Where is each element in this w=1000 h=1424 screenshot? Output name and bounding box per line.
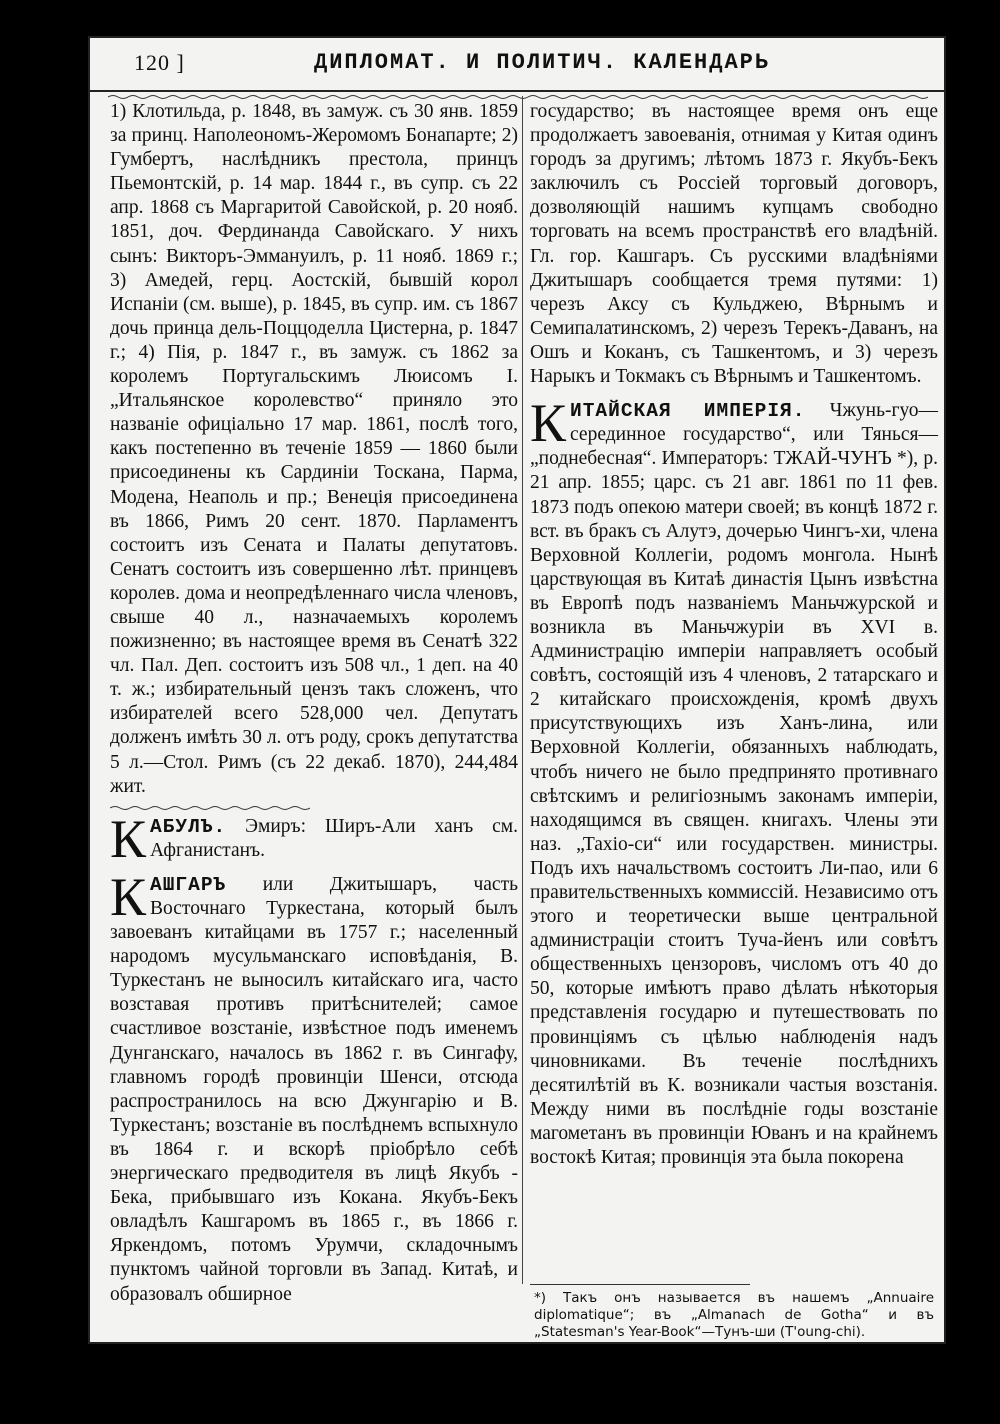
- page-header: [90, 38, 944, 92]
- kashgar-entry: [110, 866, 518, 1307]
- kashgar-text: или Джитышаръ, часть Восточнаго Туркестана, который былъ завоеванъ китайцами въ 1757 г.; населенный народомъ мусульманскаго исповѣданія, В. Туркестанъ не выносилъ китайскаго ига, часто возставая противъ притѣснителей; самое счастливое возстаніе, извѣстное подъ именемъ Дунганскаго, началось въ 1862 г. въ Сингафу, главномъ городѣ провинціи Шенси, отсюда распространилось на всю Джунгарію и В. Туркестанъ; возстаніе въ послѣднемъ вспыхнуло въ 1864 г. и вскорѣ пріобрѣло себѣ энергическаго предводителя въ лицѣ Якубъ - Бека, прибывшаго изъ Кокана. Якубъ-Бекъ овладѣлъ Кашгаромъ въ 1865 г., въ 1866 г. Яркендомъ, потомъ Урумчи, складочнымъ пунктомъ чайной торговли въ Запад. Китаѣ, и образовалъ обширное: [110, 873, 518, 1305]
- kabul-heading: АБУЛЪ.: [150, 815, 227, 838]
- left-column: [110, 100, 518, 1313]
- kabul-entry: [110, 808, 518, 869]
- italy-continuation-paragraph: 1) Клотильда, р. 1848, въ замуж. съ 30 янв. 1859 за принц. Наполеономъ-Жеромомъ Бонапарте; 2) Гумбертъ, наслѣдникъ престола, принцъ Пьемонтскій, р. 14 мар. 1844 г., въ супр. съ 22 апр. 1868 съ Маргаритой Савойской, р. 20 нояб. 1851, доч. Фердинанда Савойскаго. У нихъ сынъ: Викторъ-Эммануилъ, р. 11 нояб. 1869 г.; 3) Амедей, герц. Аостскій, бывшій корол Испаніи (см. выше), р. 1845, въ супр. им. съ 1867 дочь принца дель-Поццоделла Цистерна, р. 1847 г.; 4) Пія, р. 1847 г., въ замуж. съ 1862 за королемъ Португальскимъ Люисомъ I. „Итальянское королевство“ приняло это названіе офиціально 17 мар. 1861, послѣ того, какъ постепенно въ теченіе 1859 — 1860 были присоединены къ Сардиніи Тоскана, Парма, Модена, Неаполь и пр.; Венеція присоединена въ 1866, Римъ 20 сент. 1870. Парламентъ состоитъ изъ Сената и Палаты депутатовъ. Сенатъ состоитъ изъ совершенно лѣт. принцевъ королев. дома и неопредѣленнаго числа членовъ, свыше 40 л., назначаемыхъ королемъ пожизненно; въ настоящее время въ Сенатѣ 322 чл. Пал. Деп. состоитъ изъ 508 чл., 1 деп. на 40 т. ж.; избирательный цензъ такъ сложенъ, что избирателей всего 528,000 чел. Депутатъ долженъ имѣть 30 л. отъ роду, срокъ депутатства 5 л.—Стол. Римъ (съ 22 декаб. 1870), 244,484 жит.: [110, 101, 518, 797]
- running-title: ДИПЛОМАТ. И ПОЛИТИЧ. КАЛЕНДАРЬ: [314, 50, 771, 75]
- kabul-drop-cap: К: [110, 808, 147, 869]
- china-text: Чжунь-гуо—серединное государство“, или Тянься—„поднебесная“. Императоръ: ТЖАЙ-ЧУНЪ *), р. 21 апр. 1855; царс. съ 21 авг. 1861 по 11 фев. 1873 подъ опекою матери своей; въ концѣ 1872 г. вст. въ бракъ съ Алутэ, дочерью Чингъ-хи, члена Верховной Коллегіи, родомъ монгола. Нынѣ царствующая въ Китаѣ династія Цынъ извѣстна въ Европѣ подъ названіемъ Маньчжурской и возникла въ Маньчжуріи въ XVI в. Администрацію имперіи направляетъ особый совѣтъ, состоящій изъ 4 членовъ, 2 татарскаго и 2 китайскаго происхожденія, кромѣ двухъ присутствующихъ изъ Ханъ-лина, или Верховной Коллегіи, обязанныхъ наблюдать, чтобъ ничего не было предпринято противнаго свѣтскимъ и религіознымъ законамъ имперіи, находящимся въ священ. книгахъ. Члены эти наз. „Тахіо-си“ или государствен. министры. Подъ ихъ начальствомъ состоитъ Ли-пао, или 6 правительственныхъ коммиссій. Независимо отъ этого и теоретически выше центральной администраціи стоитъ Туча-йенъ или совѣтъ общественныхъ цензоровъ, числомъ отъ 40 до 50, которые имѣютъ право дѣлать нѣкоторыя представленія государю и путешествовать по провинціямъ съ цѣлью наблюденія надъ чиновниками. Въ теченіе послѣднихъ десятилѣтій въ К. возникали частыя возстанія. Между ними въ послѣдніе годы возстаніе магометанъ въ провинціи Юванъ и на крайнемъ востокѣ Китая; провинція эта была покорена: [530, 400, 939, 1169]
- right-column: [530, 100, 938, 1176]
- kabul-text: Эмиръ: Ширъ-Али ханъ см. Афганистанъ.: [150, 815, 518, 861]
- kashgar-heading: АШГАРЪ: [150, 873, 227, 896]
- kashgar-drop-cap: К: [110, 866, 147, 927]
- china-heading: ИТАЙСКАЯ ИМПЕРІЯ.: [570, 400, 806, 423]
- page-number: 120 ]: [134, 50, 185, 75]
- china-entry: [530, 393, 939, 1170]
- china-drop-cap: К: [530, 393, 567, 454]
- footnote-rule: [530, 1284, 750, 1285]
- book-page: [88, 36, 946, 1344]
- kashgar-continuation-paragraph: государство; въ настоящее время онъ еще продолжаетъ завоеванія, отнимая у Китая одинъ городъ за другимъ; лѣтомъ 1873 г. Якубъ-Бекъ заключилъ съ Россіей торговый договоръ, дозволяющій нашимъ купцамъ свободно торговать на всемъ пространствѣ его владѣній. Гл. гор. Кашгаръ. Съ русскими владѣніями Джитышаръ сообщается тремя путями: 1) черезъ Аксу съ Кульджею, Вѣрнымъ и Семипалатинскомъ, 2) черезъ Терекъ-Даванъ, на Ошъ и Коканъ, съ Ташкентомъ, и 3) черезъ Нарыкъ и Токмакъ съ Вѣрнымъ и Ташкентомъ.: [530, 101, 938, 388]
- footnote: *) Такъ онъ называется въ нашемъ „Annuaire diplomatique“; въ „Almanach de Gotha“ и въ „Statesman's Year-Book“—Тунъ-ши (T'oung-chi).: [534, 1290, 934, 1340]
- column-divider: [522, 96, 523, 1284]
